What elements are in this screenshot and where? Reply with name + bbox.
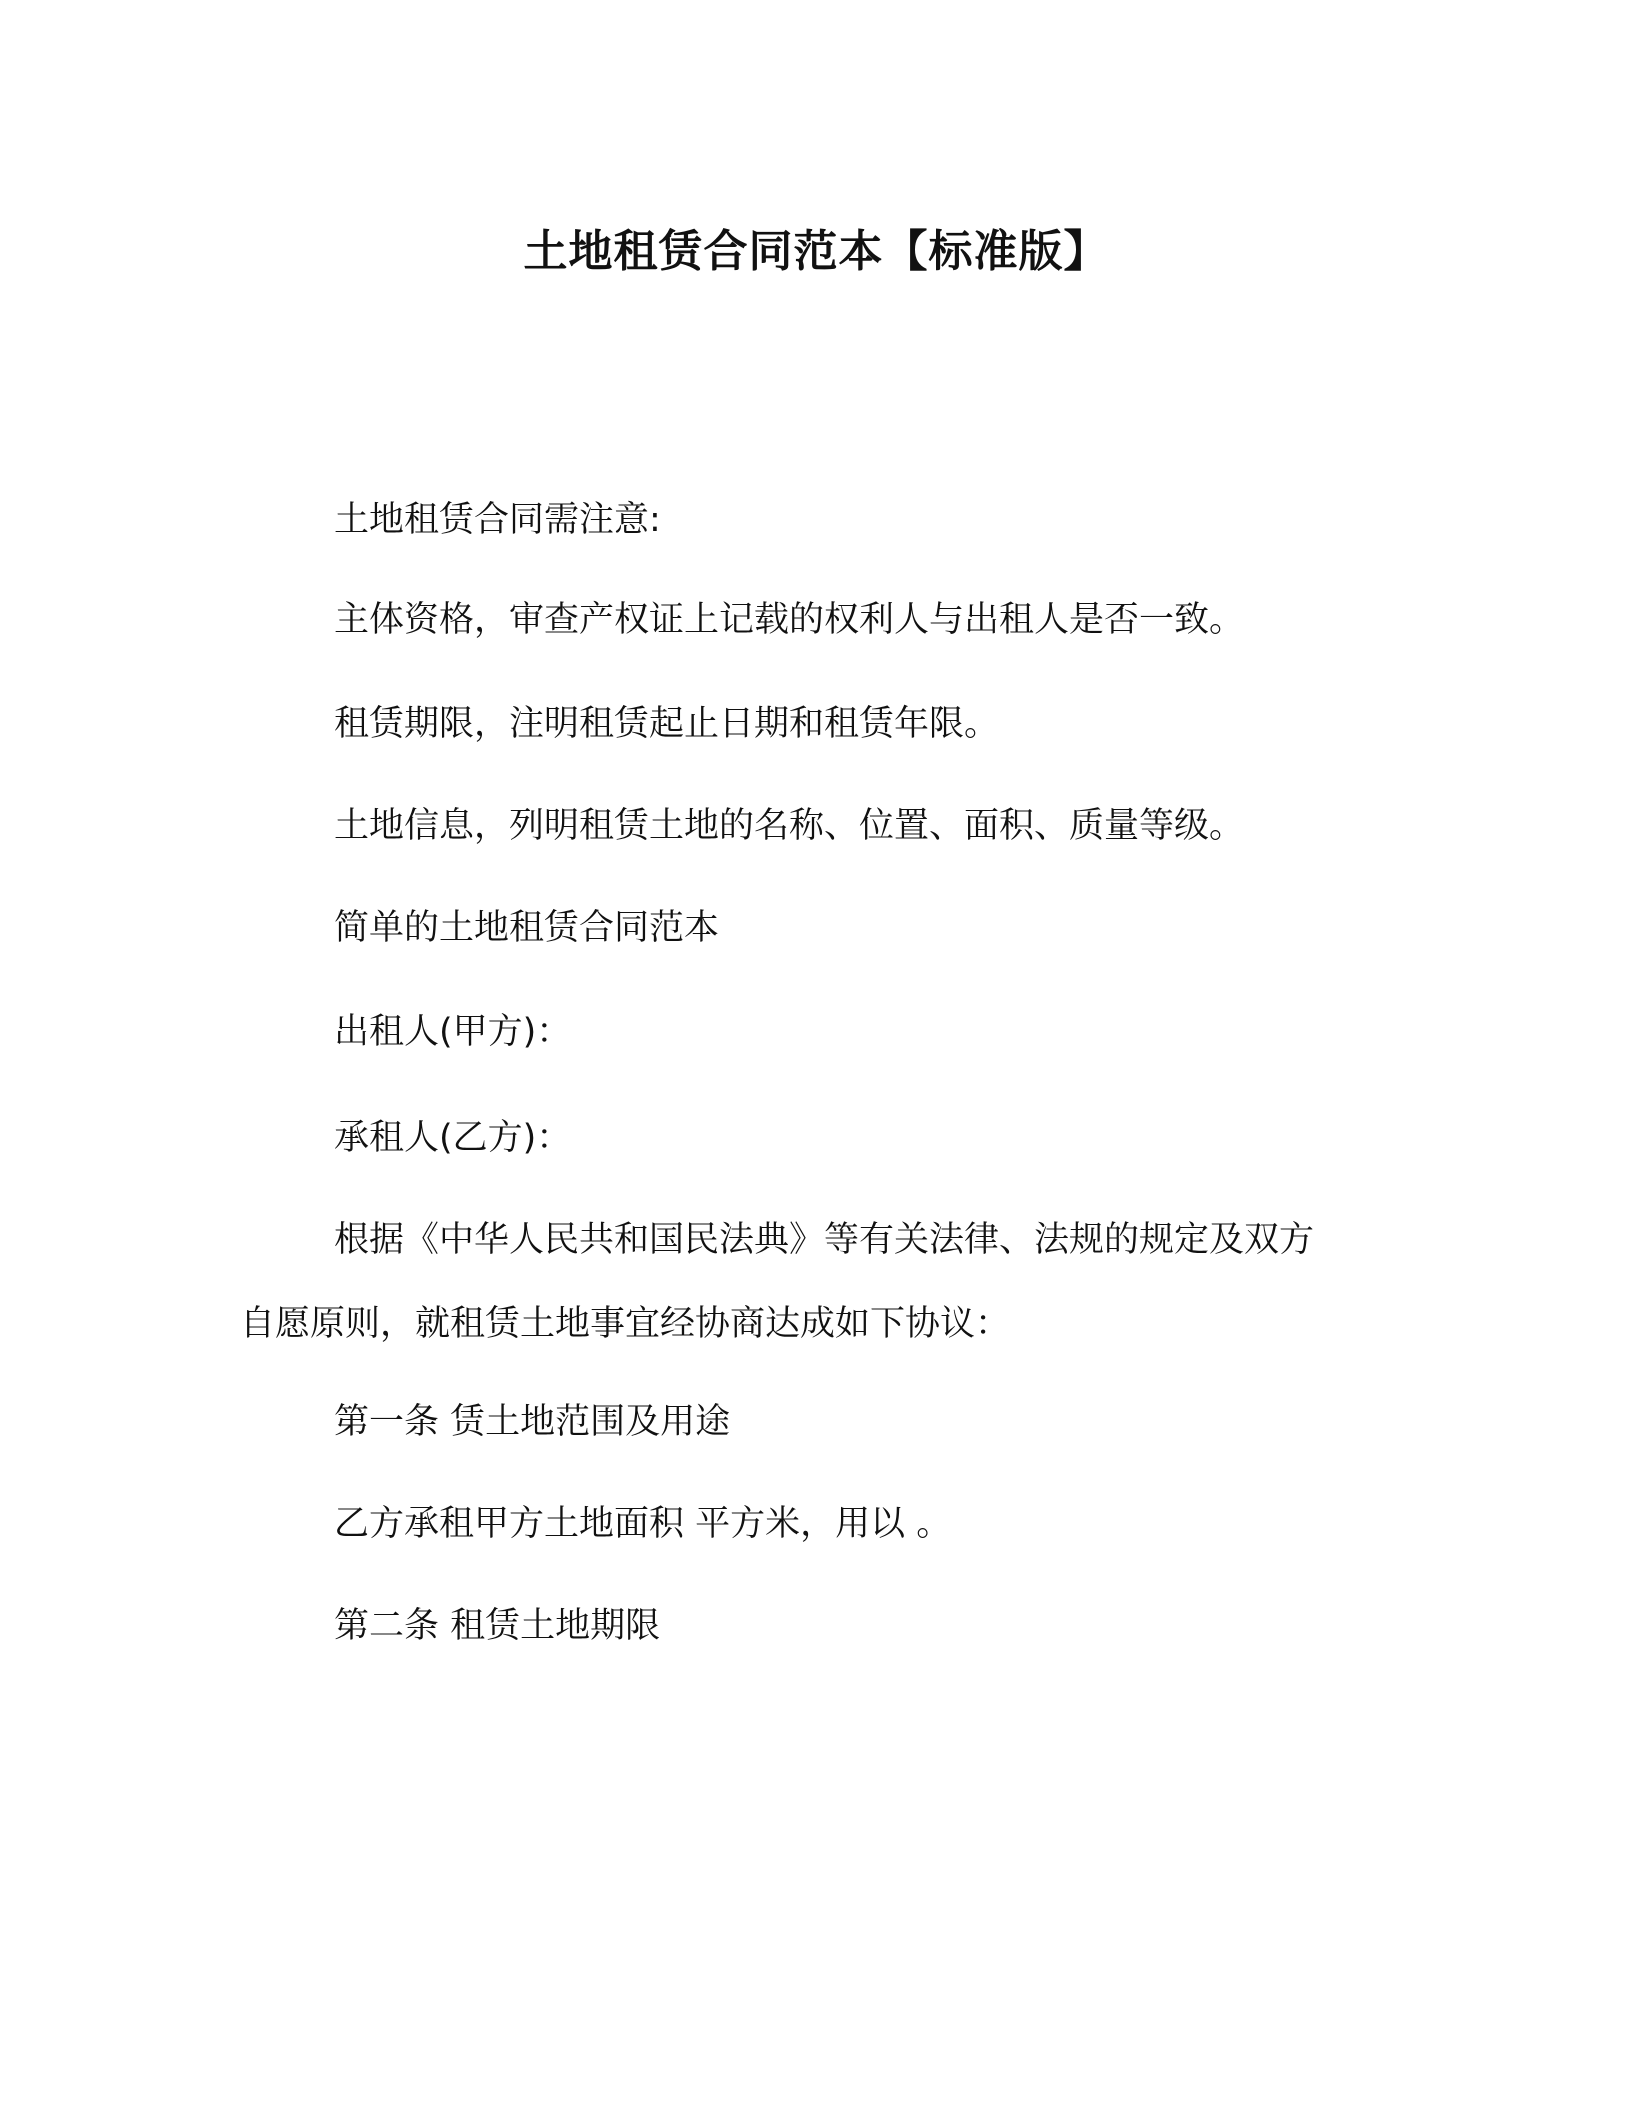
paragraph-lease-term: 租赁期限，注明租赁起止日期和租赁年限。 bbox=[334, 704, 1000, 744]
paragraph-land-info: 土地信息，列明租赁土地的名称、位置、面积、质量等级。 bbox=[334, 806, 1245, 846]
paragraph-legal-basis-line1: 根据《中华人民共和国民法典》等有关法律、法规的规定及双方 bbox=[334, 1220, 1315, 1260]
document-title: 土地租赁合同范本【标准版】 bbox=[523, 226, 1109, 277]
article-2-heading: 第二条 租赁土地期限 bbox=[334, 1606, 661, 1646]
paragraph-sample-heading: 简单的土地租赁合同范本 bbox=[334, 908, 720, 948]
paragraph-lessor: 出租人(甲方)： bbox=[334, 1012, 572, 1052]
paragraph-legal-basis-line2: 自愿原则，就租赁土地事宜经协商达成如下协议： bbox=[240, 1304, 1011, 1344]
paragraph-notice-heading: 土地租赁合同需注意: bbox=[334, 500, 661, 540]
paragraph-subject-qualification: 主体资格，审查产权证上记载的权利人与出租人是否一致。 bbox=[334, 600, 1245, 640]
article-1-content: 乙方承租甲方土地面积 平方米，用以 。 bbox=[334, 1504, 952, 1544]
article-1-heading: 第一条 赁土地范围及用途 bbox=[334, 1402, 731, 1442]
paragraph-lessee: 承租人(乙方)： bbox=[334, 1118, 572, 1158]
